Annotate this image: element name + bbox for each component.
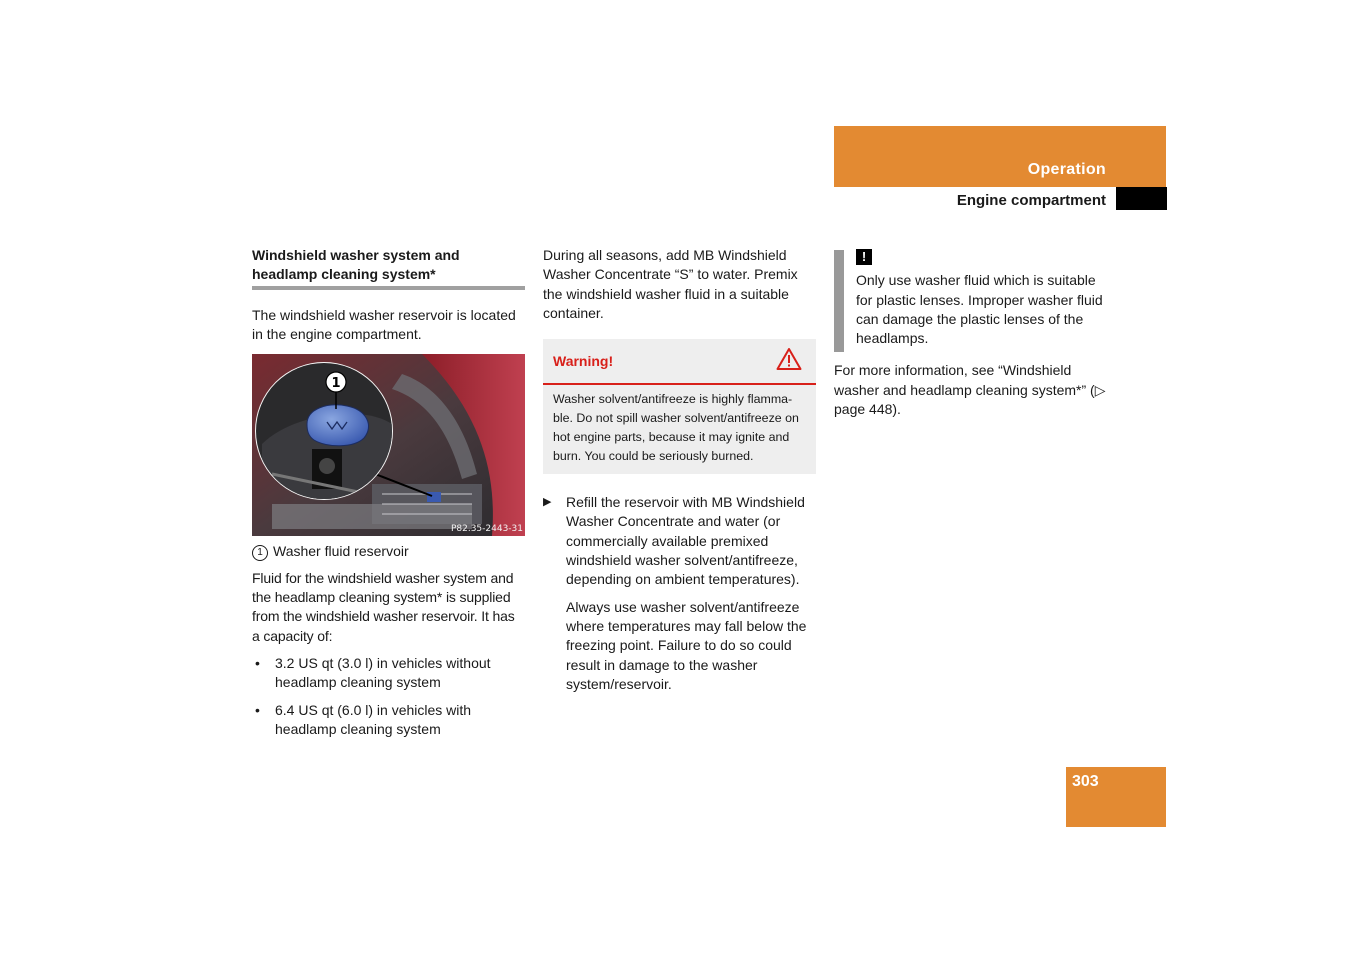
warning-text: Washer solvent/antifreeze is highly flamma-ble. Do not spill washer solvent/antifreeze on hot engine parts, because it may ignite and burn. You could be seriously burned. bbox=[553, 392, 799, 464]
list-item bbox=[252, 701, 525, 740]
instruction-arrow-icon: ▶ bbox=[543, 496, 552, 509]
bullet-symbol: • bbox=[255, 655, 260, 672]
bullet-symbol: • bbox=[255, 701, 260, 718]
exclamation-icon: ! bbox=[856, 249, 872, 265]
section-title: Operation bbox=[1027, 161, 1106, 178]
more-info-paragraph: For more information, see “Windshield washer and headlamp cleaning system*” (▷ page 448). bbox=[834, 362, 1106, 418]
warning-triangle-icon bbox=[776, 347, 802, 376]
list-item-text: 6.4 US qt (6.0 l) in vehicles with headlamp cleaning system bbox=[275, 701, 472, 737]
caption-text: Washer fluid reservoir bbox=[273, 542, 409, 559]
warning-box bbox=[543, 339, 816, 474]
photo-reference-code: P82.35-2443-31 bbox=[450, 523, 523, 534]
instruction-text: Refill the reservoir with MB Windshield Washer Concentrate and water (or commercially available premixed windshield washer solvent/antifreeze, depending on ambient temperatures). bbox=[566, 494, 805, 588]
warning-header bbox=[543, 339, 816, 385]
intro-paragraph: The windshield washer reservoir is located in the engine compartment. bbox=[252, 307, 516, 343]
photo-caption bbox=[252, 542, 525, 561]
photo-callout-number: 1 bbox=[331, 375, 341, 391]
engine-photo-illustration bbox=[252, 354, 525, 536]
header-tab-marker bbox=[1116, 187, 1167, 210]
column-left bbox=[252, 246, 525, 739]
premix-paragraph: During all seasons, add MB Windshield Washer Concentrate “S” to water. Premix the windshield washer fluid in a suitable container. bbox=[543, 247, 798, 321]
header-accent-bar bbox=[834, 126, 1166, 187]
instruction-note: Always use washer solvent/antifreeze where temperatures may fall below the freezing point. Failure to do so could result in damage to the washer system/reservoir. bbox=[566, 598, 807, 692]
instruction-step bbox=[543, 493, 816, 589]
page-number: 303 bbox=[1072, 773, 1099, 790]
subsection-title: Engine compartment bbox=[956, 192, 1106, 209]
column-middle bbox=[543, 246, 816, 694]
caption-number-badge: 1 bbox=[252, 545, 268, 561]
note-text: Only use washer fluid which is suitable for plastic lenses. Improper washer fluid can damage the plastic lenses of the headlamps. bbox=[856, 272, 1103, 347]
note-side-bar bbox=[834, 250, 844, 352]
note-box bbox=[834, 246, 1109, 348]
section-heading: Windshield washer system and headlamp cleaning system* bbox=[252, 246, 525, 290]
warning-label: Warning! bbox=[553, 353, 614, 370]
engine-compartment-photo bbox=[252, 354, 525, 536]
capacity-paragraph: Fluid for the windshield washer system and the headlamp cleaning system* is supplied from the windshield washer reservoir. It has a capacity of: bbox=[252, 569, 515, 644]
list-item-text: 3.2 US qt (3.0 l) in vehicles without headlamp cleaning system bbox=[275, 655, 491, 691]
column-right bbox=[834, 246, 1109, 419]
list-item bbox=[252, 654, 525, 693]
